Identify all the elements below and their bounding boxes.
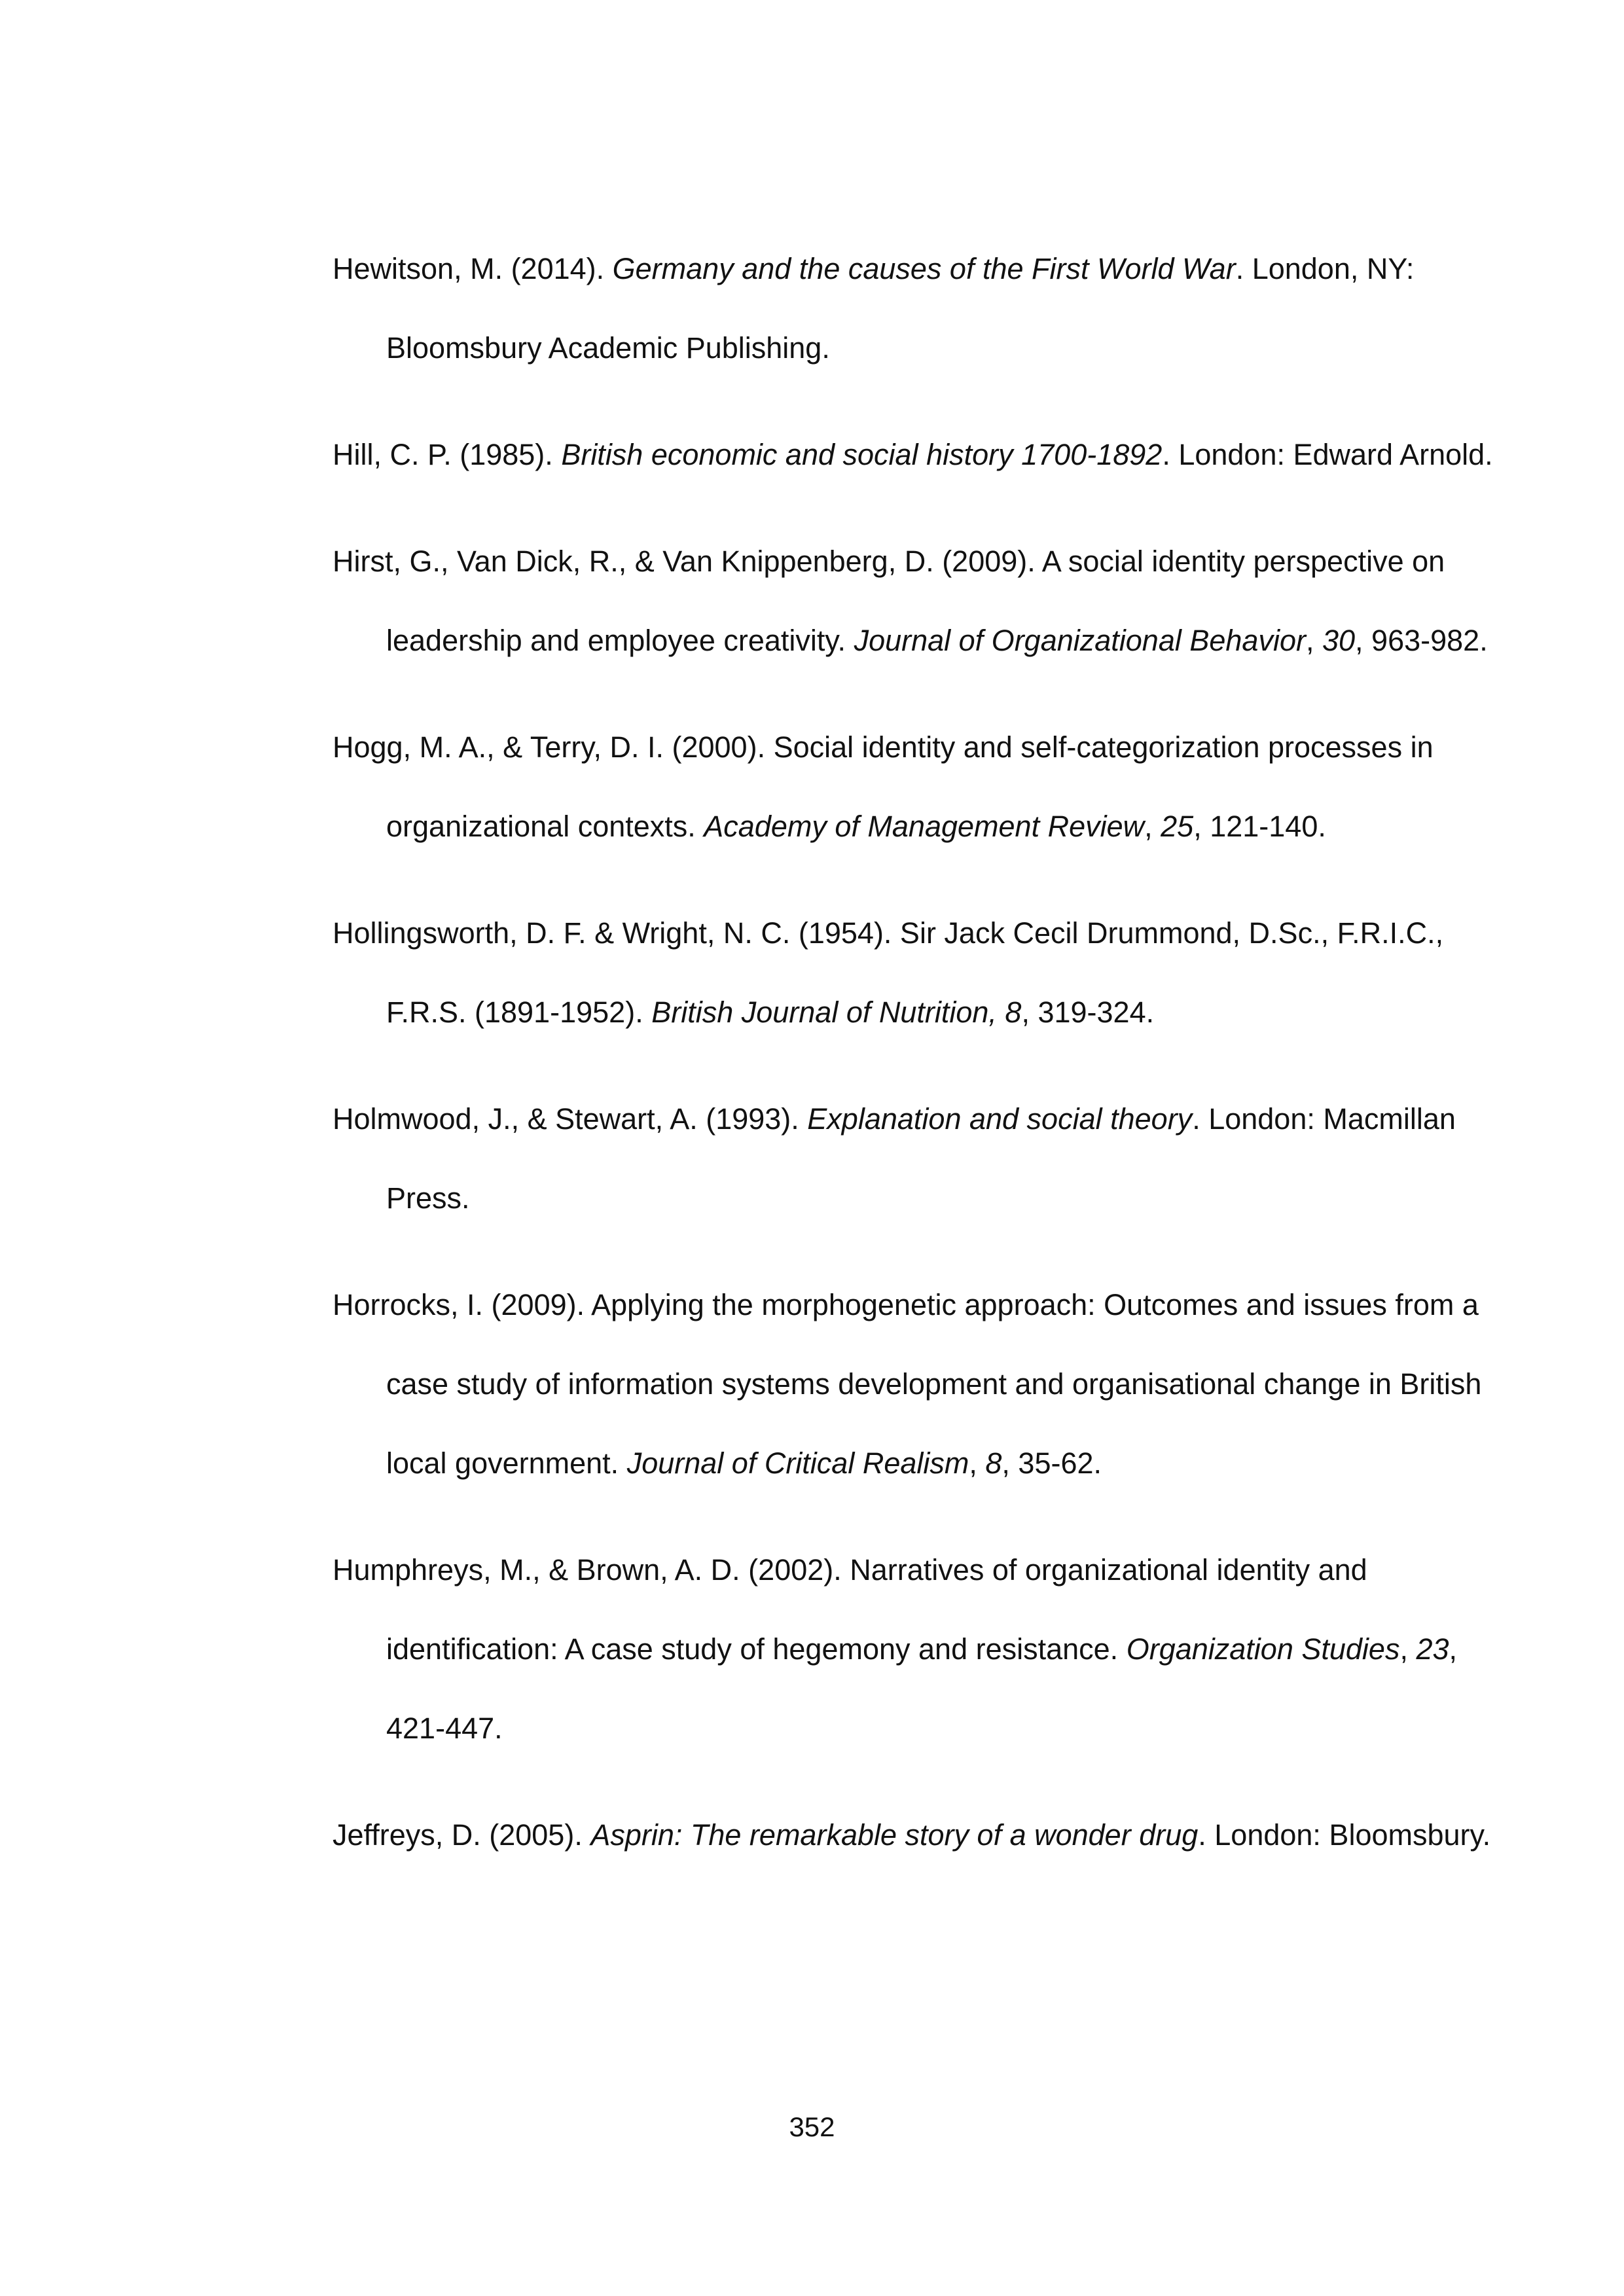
reference-italic-segment: British Journal of Nutrition, 8	[651, 996, 1022, 1029]
reference-text-segment: Humphreys, M., & Brown, A. D. (2002). Narratives of organizational identity and identification: A case study of hegemony and resistance.	[333, 1553, 1367, 1666]
reference-italic-segment: 8	[985, 1446, 1002, 1480]
reference-entry	[333, 522, 1498, 680]
reference-entry	[333, 1265, 1498, 1503]
reference-text-segment: ,	[969, 1446, 986, 1480]
reference-text-segment: , 319-324.	[1021, 996, 1155, 1029]
page-number: 352	[789, 2111, 835, 2142]
reference-italic-segment: Journal of Critical Realism	[626, 1446, 969, 1480]
reference-text-segment: Hill, C. P. (1985).	[333, 438, 562, 471]
reference-text-segment: , 421-447.	[386, 1632, 1458, 1745]
reference-text-segment: , 963-982.	[1355, 624, 1488, 657]
reference-text-segment: . London: Macmillan Press.	[386, 1102, 1456, 1215]
reference-text-segment: Hollingsworth, D. F. & Wright, N. C. (1954). Sir Jack Cecil Drummond, D.Sc., F.R.I.C., F.R.S. (1891-1952).	[333, 916, 1444, 1029]
reference-entry	[333, 1530, 1498, 1768]
reference-italic-segment: Asprin: The remarkable story of a wonder drug	[590, 1818, 1199, 1852]
reference-text-segment: , 35-62.	[1001, 1446, 1102, 1480]
reference-entry	[333, 708, 1498, 866]
reference-text-segment: Jeffreys, D. (2005).	[333, 1818, 591, 1852]
reference-text-segment: ,	[1305, 624, 1322, 657]
reference-entry	[333, 1795, 1498, 1874]
reference-text-segment: Horrocks, I. (2009). Applying the morphogenetic approach: Outcomes and issues from a case study of information systems development and organisational change in British local government.	[333, 1288, 1482, 1480]
reference-entry	[333, 415, 1498, 494]
reference-text-segment: , 121-140.	[1193, 810, 1326, 843]
reference-italic-segment: Explanation and social theory	[807, 1102, 1193, 1136]
reference-italic-segment: 25	[1161, 810, 1194, 843]
reference-italic-segment: British economic and social history 1700-1892	[561, 438, 1163, 471]
reference-italic-segment: Academy of Management Review	[704, 810, 1145, 843]
reference-entry	[333, 1079, 1498, 1238]
reference-text-segment: . London, NY: Bloomsbury Academic Publishing.	[386, 252, 1415, 365]
reference-text-segment: Holmwood, J., & Stewart, A. (1993).	[333, 1102, 808, 1136]
reference-italic-segment: Journal of Organizational Behavior	[854, 624, 1306, 657]
reference-text-segment: . London: Bloomsbury.	[1198, 1818, 1491, 1852]
reference-list	[333, 229, 1498, 1902]
reference-text-segment: Hogg, M. A., & Terry, D. I. (2000). Social identity and self-categorization processes in organizational contexts.	[333, 730, 1434, 843]
reference-italic-segment: Organization Studies	[1126, 1632, 1400, 1666]
reference-text-segment: ,	[1144, 810, 1161, 843]
reference-entry	[333, 893, 1498, 1052]
reference-text-segment: . London: Edward Arnold.	[1162, 438, 1493, 471]
reference-text-segment: Hirst, G., Van Dick, R., & Van Knippenberg, D. (2009). A social identity perspective on leadership and employee creativity.	[333, 545, 1445, 657]
reference-entry	[333, 229, 1498, 387]
reference-text-segment: ,	[1399, 1632, 1416, 1666]
reference-italic-segment: Germany and the causes of the First World War	[612, 252, 1236, 285]
reference-italic-segment: 30	[1322, 624, 1356, 657]
reference-italic-segment: 23	[1416, 1632, 1449, 1666]
reference-text-segment: Hewitson, M. (2014).	[333, 252, 613, 285]
